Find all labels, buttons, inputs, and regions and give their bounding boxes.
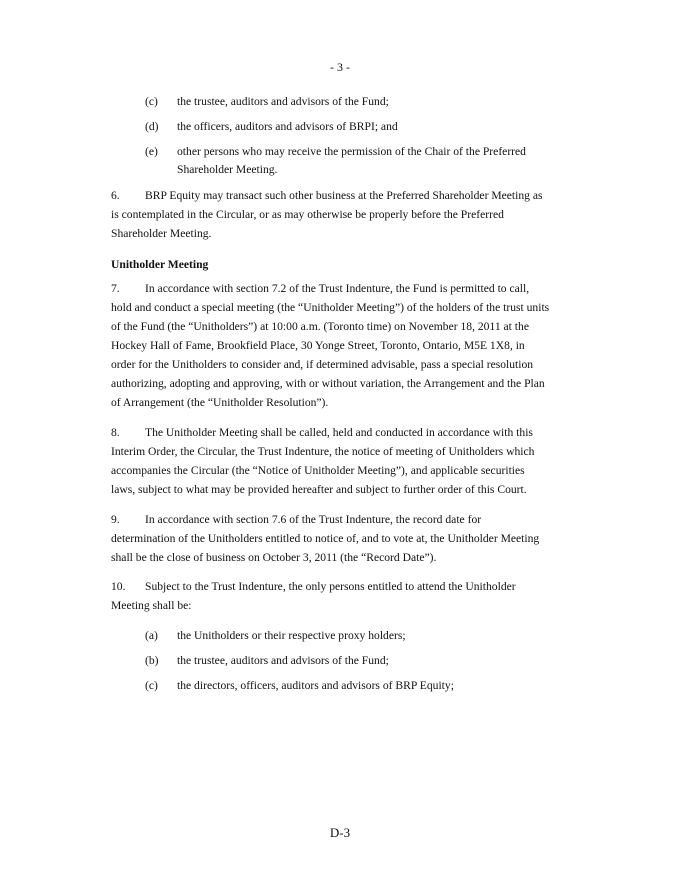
para-9-line3: shall be the close of business on October 3, 2011 (the “Record Date”). bbox=[111, 551, 437, 564]
para-8-line3: accompanies the Circular (the “Notice of Unitholder Meeting”), and applicable securities bbox=[111, 464, 525, 477]
para-9-line1: In accordance with section 7.6 of the Trust Indenture, the record date for bbox=[145, 513, 482, 526]
para-7-line7: of Arrangement (the “Unitholder Resolution”). bbox=[111, 396, 329, 409]
para-8-line1: The Unitholder Meeting shall be called, held and conducted in accordance with this bbox=[145, 426, 533, 439]
para-7-line4: Hockey Hall of Fame, Brookfield Place, 30 Yonge Street, Toronto, Ontario, M5E 1X8, in bbox=[111, 339, 525, 352]
list-marker-c: (c) bbox=[145, 95, 158, 108]
para-8-number: 8. bbox=[111, 426, 120, 439]
para-7-line6: authorizing, adopting and approving, with or without variation, the Arrangement and the Plan bbox=[111, 377, 545, 390]
list-item-e-line2: Shareholder Meeting. bbox=[177, 163, 278, 176]
para-10-line1: Subject to the Trust Indenture, the only persons entitled to attend the Unitholder bbox=[145, 580, 516, 593]
para-9-line2: determination of the Unitholders entitled to notice of, and to vote at, the Unitholder Meeting bbox=[111, 532, 540, 545]
para-7-line2: hold and conduct a special meeting (the “Unitholder Meeting”) of the holders of the trust units bbox=[111, 301, 550, 314]
para-7-number: 7. bbox=[111, 282, 120, 295]
para-6-number: 6. bbox=[111, 189, 120, 202]
list-item-c-text: the trustee, auditors and advisors of the Fund; bbox=[177, 95, 389, 108]
para-8-line4: laws, subject to what may be provided hereafter and subject to further order of this Court. bbox=[111, 483, 527, 496]
page-label-bottom: D-3 bbox=[329, 825, 351, 840]
list-marker-c-bottom: (c) bbox=[145, 679, 158, 692]
list-marker-b: (b) bbox=[145, 654, 159, 667]
para-6-line2: is contemplated in the Circular, or as may otherwise be properly before the Preferred bbox=[111, 208, 504, 221]
para-8-line2: Interim Order, the Circular, the Trust Indenture, the notice of meeting of Unitholders which bbox=[111, 445, 535, 458]
list-item-c-bottom-text: the directors, officers, auditors and advisors of BRP Equity; bbox=[177, 679, 454, 692]
list-marker-a: (a) bbox=[145, 629, 158, 642]
para-10-line2: Meeting shall be: bbox=[111, 599, 192, 612]
para-6-line1: BRP Equity may transact such other business at the Preferred Shareholder Meeting as bbox=[145, 189, 543, 202]
para-10-number: 10. bbox=[111, 580, 126, 593]
list-item-a-text: the Unitholders or their respective proxy holders; bbox=[177, 629, 406, 642]
para-7-line5: order for the Unitholders to consider and, if determined advisable, pass a special resolution bbox=[111, 358, 534, 371]
list-marker-d: (d) bbox=[145, 120, 159, 133]
list-marker-e: (e) bbox=[145, 145, 158, 158]
list-item-e-line1: other persons who may receive the permission of the Chair of the Preferred bbox=[177, 145, 526, 158]
para-7-line1: In accordance with section 7.2 of the Trust Indenture, the Fund is permitted to call, bbox=[145, 282, 530, 295]
para-6-line3: Shareholder Meeting. bbox=[111, 227, 212, 240]
list-item-d-text: the officers, auditors and advisors of BRPI; and bbox=[177, 120, 398, 133]
page-number-top: - 3 - bbox=[330, 60, 350, 74]
section-heading-unitholder-meeting: Unitholder Meeting bbox=[111, 258, 209, 271]
list-item-b-text: the trustee, auditors and advisors of the Fund; bbox=[177, 654, 389, 667]
para-7-line3: of the Fund (the “Unitholders”) at 10:00 a.m. (Toronto time) on November 18, 2011 at the bbox=[111, 320, 529, 333]
para-9-number: 9. bbox=[111, 513, 120, 526]
